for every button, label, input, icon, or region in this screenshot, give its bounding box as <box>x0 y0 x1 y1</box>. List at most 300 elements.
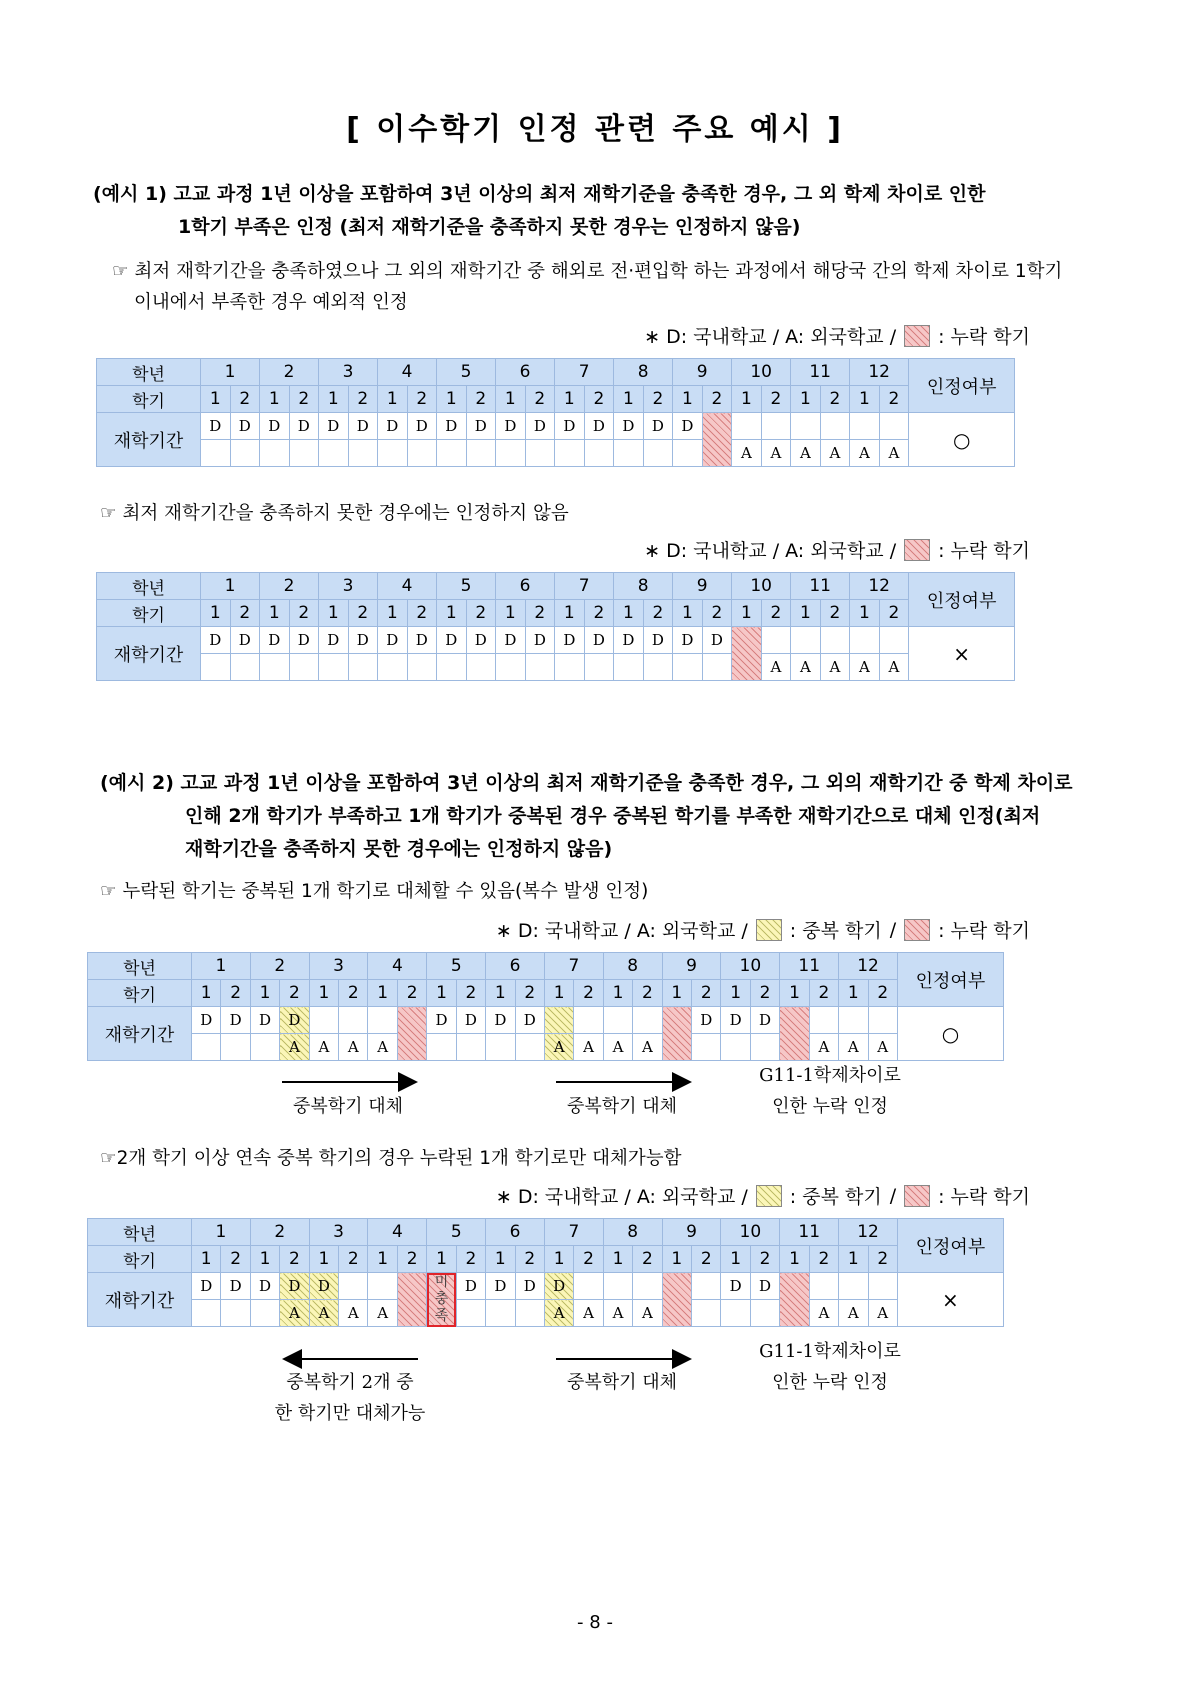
domestic-cell: D <box>515 1007 544 1034</box>
legend-missing-label: : 누락 학기 <box>938 1186 1030 1208</box>
domestic-cell: D <box>348 627 378 654</box>
foreign-cell <box>250 1300 279 1327</box>
example1-note1 <box>112 256 1112 318</box>
duplicate-cell: D <box>280 1007 309 1034</box>
semester-cell: 2 <box>761 600 791 627</box>
domestic-cell: D <box>614 413 644 440</box>
foreign-cell <box>201 654 231 681</box>
domestic-cell <box>791 413 821 440</box>
domestic-cell: D <box>192 1273 221 1300</box>
domestic-cell: D <box>230 627 260 654</box>
foreign-cell <box>221 1300 250 1327</box>
semester-cell: 2 <box>221 980 250 1007</box>
example2-heading-line1: (예시 2) 고교 과정 1년 이상을 포함하여 3년 이상의 최저 재학기준을 충족한 경우, 그 외의 재학기간 중 학제 차이로 <box>100 772 1073 794</box>
duplicate-cell: D <box>280 1273 309 1300</box>
foreign-cell <box>260 440 290 467</box>
domestic-cell <box>368 1273 397 1300</box>
year-cell: 5 <box>427 953 486 980</box>
foreign-cell <box>260 654 290 681</box>
semester-cell: 1 <box>309 980 338 1007</box>
enroll-label: 재학기간 <box>97 413 201 467</box>
foreign-cell <box>378 654 408 681</box>
foreign-row <box>97 440 1015 467</box>
domestic-cell: D <box>555 413 585 440</box>
annotation-g11 <box>740 1060 920 1122</box>
foreign-cell <box>614 440 644 467</box>
semester-cell: 2 <box>868 980 897 1007</box>
year-cell: 8 <box>614 359 673 386</box>
semester-cell: 1 <box>201 386 231 413</box>
semester-cell: 2 <box>820 386 850 413</box>
foreign-cell: A <box>339 1300 368 1327</box>
domestic-cell: D <box>643 413 673 440</box>
semester-label: 학기 <box>97 600 201 627</box>
semester-cell: 1 <box>732 386 762 413</box>
domestic-cell: D <box>289 413 319 440</box>
year-cell: 12 <box>839 953 898 980</box>
year-cell: 5 <box>427 1219 486 1246</box>
semester-cell: 2 <box>221 1246 250 1273</box>
domestic-cell: D <box>221 1007 250 1034</box>
duplicate-swatch-icon <box>756 1185 782 1207</box>
year-cell: 6 <box>486 1219 545 1246</box>
domestic-cell <box>839 1273 868 1300</box>
legend-duplicate-label: : 중복 학기 <box>789 920 882 942</box>
domestic-cell <box>839 1007 868 1034</box>
semester-cell: 1 <box>437 600 467 627</box>
foreign-cell: A <box>868 1300 897 1327</box>
example2-note2: ☞2개 학기 이상 연속 중복 학기의 경우 누락된 1개 학기로만 대체가능함 <box>100 1148 682 1169</box>
year-cell: 12 <box>850 359 909 386</box>
semester-cell: 2 <box>407 386 437 413</box>
legend-1 <box>644 322 1030 349</box>
domestic-cell: D <box>673 627 703 654</box>
domestic-cell: D <box>515 1273 544 1300</box>
semester-cell: 1 <box>791 386 821 413</box>
semester-cell: 2 <box>584 386 614 413</box>
duplicate-cell: A <box>309 1300 338 1327</box>
semester-cell: 2 <box>761 386 791 413</box>
semester-cell: 1 <box>368 1246 397 1273</box>
semester-cell: 1 <box>791 600 821 627</box>
legend-separator: / <box>889 1184 897 1207</box>
semester-cell: 2 <box>466 386 496 413</box>
semester-cell: 2 <box>339 1246 368 1273</box>
domestic-cell: D <box>555 627 585 654</box>
annotation-partial-line1: 중복학기 2개 중 <box>286 1372 414 1393</box>
enroll-label: 재학기간 <box>97 627 201 681</box>
domestic-cell <box>368 1007 397 1034</box>
foreign-cell <box>319 654 349 681</box>
semester-cell: 2 <box>348 386 378 413</box>
foreign-cell <box>721 1300 750 1327</box>
foreign-cell: A <box>791 654 821 681</box>
result-label: 인정여부 <box>909 573 1015 627</box>
foreign-cell: A <box>339 1034 368 1061</box>
semester-cell: 2 <box>643 600 673 627</box>
semester-cell: 2 <box>230 600 260 627</box>
foreign-cell <box>614 654 644 681</box>
annotation-duplicate-replace: 중복학기 대체 <box>566 1096 678 1117</box>
missing-cell <box>662 1273 691 1327</box>
foreign-cell: A <box>879 654 909 681</box>
domestic-cell: D <box>456 1007 485 1034</box>
foreign-cell <box>555 654 585 681</box>
missing-cell <box>397 1007 426 1061</box>
annotation-duplicate-replace: 중복학기 대체 <box>292 1096 404 1117</box>
semester-cell: 2 <box>407 600 437 627</box>
domestic-cell: D <box>456 1273 485 1300</box>
foreign-cell <box>250 1034 279 1061</box>
semester-cell: 2 <box>348 600 378 627</box>
foreign-cell <box>515 1034 544 1061</box>
semester-cell: 1 <box>721 980 750 1007</box>
year-cell: 1 <box>201 359 260 386</box>
foreign-cell: A <box>879 440 909 467</box>
foreign-cell <box>289 654 319 681</box>
foreign-cell <box>750 1300 779 1327</box>
domestic-cell <box>868 1007 897 1034</box>
domestic-cell: D <box>192 1007 221 1034</box>
domestic-cell: D <box>721 1007 750 1034</box>
duplicate-cell: A <box>280 1300 309 1327</box>
foreign-cell: A <box>368 1300 397 1327</box>
enroll-label: 재학기간 <box>88 1273 192 1327</box>
semester-cell: 2 <box>466 600 496 627</box>
year-cell: 9 <box>662 1219 721 1246</box>
enroll-label: 재학기간 <box>88 1007 192 1061</box>
foreign-cell <box>466 654 496 681</box>
semester-cell: 1 <box>555 386 585 413</box>
semester-cell: 1 <box>378 386 408 413</box>
domestic-cell <box>574 1273 603 1300</box>
foreign-cell <box>515 1300 544 1327</box>
semester-cell: 2 <box>574 980 603 1007</box>
semester-cell: 2 <box>525 600 555 627</box>
year-cell: 8 <box>614 573 673 600</box>
domestic-cell <box>603 1273 632 1300</box>
year-cell: 5 <box>437 359 496 386</box>
missing-swatch-icon <box>904 1185 930 1207</box>
example2-note1: ☞ 누락된 학기는 중복된 1개 학기로 대체할 수 있음(복수 발생 인정) <box>100 881 649 902</box>
enrollment-table-2 <box>96 572 1015 681</box>
domestic-cell: D <box>378 413 408 440</box>
domestic-row <box>97 413 1015 440</box>
semester-cell: 1 <box>850 600 880 627</box>
foreign-cell: A <box>761 440 791 467</box>
annotation-partial-line2: 한 학기만 대체가능 <box>274 1403 426 1424</box>
foreign-cell <box>555 440 585 467</box>
domestic-row <box>88 1007 1004 1034</box>
year-cell: 9 <box>673 573 732 600</box>
domestic-cell <box>732 413 762 440</box>
foreign-cell <box>407 654 437 681</box>
foreign-cell: A <box>633 1300 662 1327</box>
duplicate-cell: A <box>280 1034 309 1061</box>
foreign-cell: A <box>732 440 762 467</box>
domestic-cell: D <box>692 1007 721 1034</box>
year-cell: 6 <box>486 953 545 980</box>
domestic-cell: D <box>378 627 408 654</box>
domestic-cell <box>791 627 821 654</box>
example1-heading-line2: 1학기 부족은 인정 (최저 재학기준을 충족하지 못한 경우는 인정하지 않음) <box>178 216 801 238</box>
semester-cell: 2 <box>456 1246 485 1273</box>
foreign-cell: A <box>603 1300 632 1327</box>
semester-cell: 1 <box>427 980 456 1007</box>
missing-cell <box>662 1007 691 1061</box>
semester-cell: 1 <box>486 1246 515 1273</box>
domestic-cell: D <box>466 413 496 440</box>
semester-cell: 2 <box>289 600 319 627</box>
domestic-row <box>97 627 1015 654</box>
year-cell: 9 <box>673 359 732 386</box>
foreign-cell <box>525 654 555 681</box>
result-mark: ○ <box>909 413 1015 467</box>
semester-cell: 1 <box>603 1246 632 1273</box>
enrollment-table-3 <box>87 952 1004 1061</box>
year-cell: 3 <box>309 953 368 980</box>
foreign-cell <box>721 1034 750 1061</box>
domestic-cell: D <box>427 1007 456 1034</box>
duplicate-cell <box>544 1007 573 1034</box>
domestic-cell: D <box>250 1273 279 1300</box>
year-cell: 6 <box>496 573 555 600</box>
semester-cell: 1 <box>486 980 515 1007</box>
result-mark: × <box>909 627 1015 681</box>
semester-cell: 2 <box>868 1246 897 1273</box>
domestic-cell: D <box>486 1007 515 1034</box>
missing-swatch-icon <box>904 919 930 941</box>
semester-cell: 1 <box>544 1246 573 1273</box>
semester-cell: 1 <box>201 600 231 627</box>
semester-cell: 1 <box>250 980 279 1007</box>
foreign-cell <box>407 440 437 467</box>
domestic-cell <box>339 1007 368 1034</box>
legend-prefix: ∗ D: 국내학교 / A: 외국학교 / <box>644 326 897 348</box>
foreign-cell <box>486 1034 515 1061</box>
semester-cell: 1 <box>368 980 397 1007</box>
missing-swatch-icon <box>904 539 930 561</box>
domestic-cell <box>761 627 791 654</box>
semester-cell: 2 <box>809 1246 838 1273</box>
semester-cell: 1 <box>260 600 290 627</box>
foreign-cell: A <box>633 1034 662 1061</box>
missing-cell <box>732 627 762 681</box>
semester-cell: 1 <box>319 600 349 627</box>
semester-cell: 2 <box>515 980 544 1007</box>
domestic-cell: D <box>750 1273 779 1300</box>
year-cell: 2 <box>250 1219 309 1246</box>
foreign-cell: A <box>820 654 850 681</box>
semester-cell: 1 <box>496 600 526 627</box>
year-cell: 2 <box>250 953 309 980</box>
semester-cell: 1 <box>603 980 632 1007</box>
domestic-cell: D <box>643 627 673 654</box>
legend-2 <box>644 536 1030 563</box>
foreign-cell: A <box>368 1034 397 1061</box>
domestic-cell: D <box>525 627 555 654</box>
semester-row <box>97 386 1015 413</box>
domestic-cell: D <box>319 627 349 654</box>
annotation-g11-line2: 인한 누락 인정 <box>772 1372 888 1393</box>
semester-cell: 1 <box>496 386 526 413</box>
domestic-cell: D <box>496 413 526 440</box>
semester-cell: 1 <box>192 980 221 1007</box>
foreign-cell: A <box>839 1034 868 1061</box>
year-row <box>88 1219 1004 1246</box>
foreign-cell <box>750 1034 779 1061</box>
foreign-row <box>88 1034 1004 1061</box>
year-cell: 10 <box>732 573 791 600</box>
foreign-cell: A <box>850 440 880 467</box>
domestic-cell: D <box>201 627 231 654</box>
semester-cell: 2 <box>339 980 368 1007</box>
semester-cell: 2 <box>515 1246 544 1273</box>
year-cell: 7 <box>544 953 603 980</box>
semester-cell: 2 <box>633 1246 662 1273</box>
semester-cell: 2 <box>750 1246 779 1273</box>
year-cell: 7 <box>544 1219 603 1246</box>
page-title: [ 이수학기 인정 관련 주요 예시 ] <box>346 112 844 147</box>
missing-swatch-icon <box>904 325 930 347</box>
semester-cell: 2 <box>397 980 426 1007</box>
domestic-cell <box>879 413 909 440</box>
foreign-cell <box>201 440 231 467</box>
example1-note1-line1: ☞ 최저 재학기간을 충족하였으나 그 외의 재학기간 중 해외로 전·편입학 하는 과정에서 해당국 간의 학제 차이로 1학기 <box>112 261 1063 282</box>
foreign-cell <box>378 440 408 467</box>
domestic-cell <box>809 1007 838 1034</box>
semester-cell: 2 <box>692 1246 721 1273</box>
foreign-row <box>97 654 1015 681</box>
year-label: 학년 <box>88 953 192 980</box>
semester-cell: 1 <box>260 386 290 413</box>
year-cell: 9 <box>662 953 721 980</box>
foreign-cell: A <box>309 1034 338 1061</box>
foreign-cell <box>230 654 260 681</box>
year-cell: 7 <box>555 573 614 600</box>
result-mark: ○ <box>897 1007 1003 1061</box>
annotation-g11 <box>740 1336 920 1398</box>
foreign-cell <box>673 654 703 681</box>
annotation-g11-line1: G11-1학제차이로 <box>759 1065 901 1086</box>
legend-prefix: ∗ D: 국내학교 / A: 외국학교 / <box>495 1186 748 1208</box>
foreign-cell: A <box>809 1034 838 1061</box>
semester-cell: 2 <box>820 600 850 627</box>
semester-cell: 2 <box>289 386 319 413</box>
domestic-cell <box>633 1007 662 1034</box>
year-cell: 3 <box>309 1219 368 1246</box>
domestic-cell <box>879 627 909 654</box>
annotation-g11-line2: 인한 누락 인정 <box>772 1096 888 1117</box>
example1-note2: ☞ 최저 재학기간을 충족하지 못한 경우에는 인정하지 않음 <box>100 503 569 524</box>
foreign-cell <box>456 1300 485 1327</box>
legend-missing-label: : 누락 학기 <box>938 920 1030 942</box>
semester-cell: 1 <box>662 1246 691 1273</box>
semester-row <box>97 600 1015 627</box>
year-label: 학년 <box>97 573 201 600</box>
foreign-cell <box>319 440 349 467</box>
foreign-cell <box>437 654 467 681</box>
domestic-cell: D <box>407 413 437 440</box>
foreign-cell <box>643 440 673 467</box>
domestic-cell: D <box>407 627 437 654</box>
year-cell: 11 <box>791 359 850 386</box>
semester-cell: 2 <box>280 1246 309 1273</box>
annotation-duplicate-replace: 중복학기 대체 <box>566 1372 678 1393</box>
missing-cell <box>397 1273 426 1327</box>
result-mark: × <box>897 1273 1003 1327</box>
domestic-cell <box>574 1007 603 1034</box>
domestic-cell: D <box>221 1273 250 1300</box>
foreign-cell: A <box>809 1300 838 1327</box>
semester-cell: 2 <box>456 980 485 1007</box>
year-cell: 6 <box>496 359 555 386</box>
foreign-cell <box>486 1300 515 1327</box>
foreign-cell <box>466 440 496 467</box>
legend-missing-label: : 누락 학기 <box>938 326 1030 348</box>
domestic-cell <box>309 1007 338 1034</box>
year-cell: 1 <box>201 573 260 600</box>
year-cell: 4 <box>368 1219 427 1246</box>
semester-cell: 1 <box>250 1246 279 1273</box>
year-cell: 11 <box>780 1219 839 1246</box>
semester-cell: 2 <box>750 980 779 1007</box>
result-label: 인정여부 <box>897 953 1003 1007</box>
semester-row <box>88 980 1004 1007</box>
year-cell: 3 <box>319 359 378 386</box>
missing-cell <box>780 1273 809 1327</box>
year-cell: 5 <box>437 573 496 600</box>
result-label: 인정여부 <box>897 1219 1003 1273</box>
domestic-cell <box>692 1273 721 1300</box>
foreign-cell <box>427 1034 456 1061</box>
duplicate-cell: D <box>544 1273 573 1300</box>
year-cell: 12 <box>839 1219 898 1246</box>
semester-cell: 2 <box>280 980 309 1007</box>
foreign-cell <box>437 440 467 467</box>
example1-heading-line1: (예시 1) 고교 과정 1년 이상을 포함하여 3년 이상의 최저 재학기준을 충족한 경우, 그 외 학제 차이로 인한 <box>93 183 986 205</box>
semester-cell: 2 <box>643 386 673 413</box>
year-row <box>97 359 1015 386</box>
year-row <box>88 953 1004 980</box>
semester-cell: 1 <box>309 1246 338 1273</box>
legend-separator: / <box>889 918 897 941</box>
year-cell: 4 <box>378 359 437 386</box>
semester-cell: 1 <box>427 1246 456 1273</box>
year-label: 학년 <box>97 359 201 386</box>
domestic-cell: D <box>260 413 290 440</box>
legend-prefix: ∗ D: 국내학교 / A: 외국학교 / <box>644 540 897 562</box>
foreign-cell <box>496 654 526 681</box>
semester-cell: 2 <box>702 600 732 627</box>
year-cell: 10 <box>721 1219 780 1246</box>
year-cell: 10 <box>721 953 780 980</box>
domestic-cell: D <box>230 413 260 440</box>
legend-3 <box>496 916 1030 943</box>
semester-row <box>88 1246 1004 1273</box>
year-cell: 1 <box>192 1219 251 1246</box>
example2-heading-line2: 인해 2개 학기가 부족하고 1개 학기가 중복된 경우 중복된 학기를 부족한 재학기간으로 대체 인정(최저 <box>185 805 1041 827</box>
duplicate-cell: A <box>544 1300 573 1327</box>
domestic-cell <box>603 1007 632 1034</box>
foreign-cell: A <box>839 1300 868 1327</box>
foreign-cell <box>192 1034 221 1061</box>
semester-cell: 1 <box>544 980 573 1007</box>
semester-cell: 1 <box>839 1246 868 1273</box>
legend-prefix: ∗ D: 국내학교 / A: 외국학교 / <box>495 920 748 942</box>
domestic-cell <box>850 413 880 440</box>
foreign-cell: A <box>850 654 880 681</box>
